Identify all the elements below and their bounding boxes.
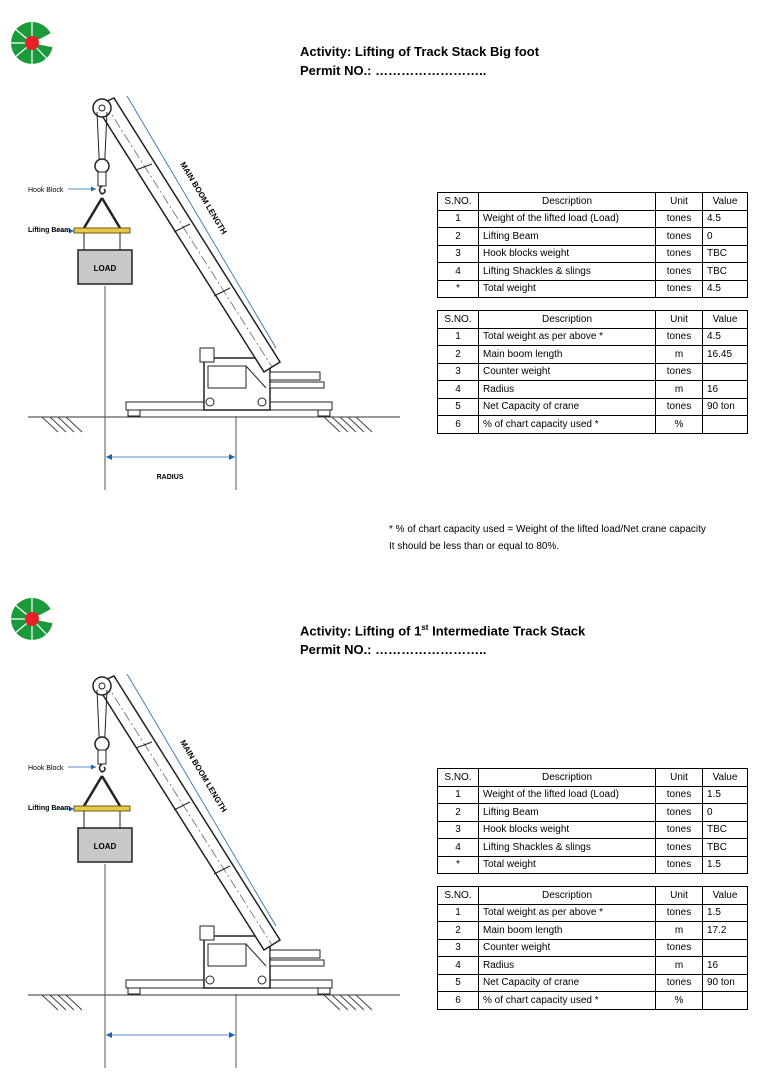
table-row: * Total weight tones 1.5 bbox=[438, 856, 748, 874]
main-boom-length-label: MAIN BOOM LENGTH bbox=[178, 160, 229, 236]
load-weight-table bbox=[437, 768, 748, 874]
table-row: 3 Counter weight tones bbox=[438, 939, 748, 957]
crane-capacity-table bbox=[437, 310, 748, 434]
permit-number: Permit NO.: …………………….. bbox=[300, 63, 487, 78]
hook-block-label: Hook Block bbox=[28, 765, 64, 772]
table-row: 4 Radius m 16 bbox=[438, 381, 748, 399]
table-row: 3 Counter weight tones bbox=[438, 363, 748, 381]
table-row: 4 Lifting Shackles & slings tones TBC bbox=[438, 839, 748, 857]
table-row: 4 Lifting Shackles & slings tones TBC bbox=[438, 263, 748, 281]
note-limit: It should be less than or equal to 80%. bbox=[389, 541, 560, 552]
note-formula: * % of chart capacity used = Weight of the lifted load/Net crane capacity bbox=[389, 524, 706, 535]
crane-capacity-table bbox=[437, 886, 748, 1010]
table-row: 6 % of chart capacity used * % bbox=[438, 992, 748, 1010]
table-header: S.NO. Description Unit Value bbox=[438, 193, 748, 211]
lifting-beam-label: Lifting Beam bbox=[28, 805, 71, 812]
table-row: 2 Main boom length m 17.2 bbox=[438, 922, 748, 940]
load-label: LOAD bbox=[93, 842, 117, 851]
activity-title: Activity: Lifting of 1st Intermediate Track Stack bbox=[300, 623, 586, 639]
table-row: 2 Lifting Beam tones 0 bbox=[438, 228, 748, 246]
lifting-beam-label: Lifting Beam bbox=[28, 227, 71, 234]
table-row: 2 Main boom length m 16.45 bbox=[438, 346, 748, 364]
table-row: * Total weight tones 4.5 bbox=[438, 280, 748, 298]
table-row: 5 Net Capacity of crane tones 90 ton bbox=[438, 398, 748, 416]
table-row: 1 Weight of the lifted load (Load) tones 4.5 bbox=[438, 210, 748, 228]
table-header: S.NO. Description Unit Value bbox=[438, 311, 748, 329]
load-weight-table bbox=[437, 192, 748, 298]
activity-title-block bbox=[300, 618, 585, 659]
table-header: S.NO. Description Unit Value bbox=[438, 887, 748, 905]
table-row: 4 Radius m 16 bbox=[438, 957, 748, 975]
permit-number: Permit NO.: …………………….. bbox=[300, 642, 487, 658]
main-boom-length-label: MAIN BOOM LENGTH bbox=[178, 738, 229, 814]
table-header: S.NO. Description Unit Value bbox=[438, 769, 748, 787]
table-row: 3 Hook blocks weight tones TBC bbox=[438, 245, 748, 263]
crane-diagram bbox=[28, 668, 400, 1068]
radius-label: RADIUS bbox=[156, 474, 184, 481]
company-logo-icon bbox=[6, 18, 62, 68]
hook-block-label: Hook Block bbox=[28, 187, 64, 194]
table-row: 1 Total weight as per above * tones 4.5 bbox=[438, 328, 748, 346]
table-row: 2 Lifting Beam tones 0 bbox=[438, 804, 748, 822]
table-row: 1 Total weight as per above * tones 1.5 bbox=[438, 904, 748, 922]
activity-title-block bbox=[300, 42, 539, 80]
company-logo-icon bbox=[6, 594, 62, 644]
load-label: LOAD bbox=[93, 264, 117, 273]
activity-title: Activity: Lifting of Track Stack Big foot bbox=[300, 44, 540, 59]
crane-diagram bbox=[28, 90, 400, 490]
table-row: 1 Weight of the lifted load (Load) tones 1.5 bbox=[438, 786, 748, 804]
table-row: 5 Net Capacity of crane tones 90 ton bbox=[438, 974, 748, 992]
table-row: 3 Hook blocks weight tones TBC bbox=[438, 821, 748, 839]
capacity-note bbox=[389, 521, 706, 555]
table-row: 6 % of chart capacity used * % bbox=[438, 416, 748, 434]
